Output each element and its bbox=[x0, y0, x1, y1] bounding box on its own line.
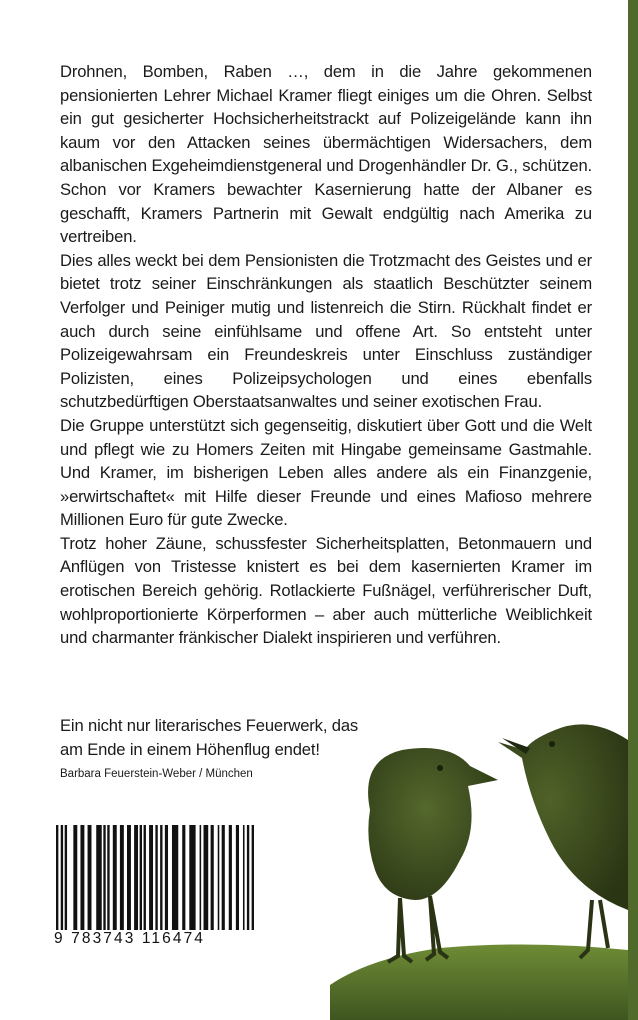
right-raven-icon bbox=[498, 724, 628, 958]
book-spine-edge bbox=[628, 0, 638, 1020]
blurb-paragraph-1: Drohnen, Bomben, Raben …, dem in die Jahre gekommenen pensionierten Lehrer Michael Kramer fliegt einiges um die Ohren. Selbst ein gut gesicherter Hochsicherheitstrackt auf Polizeigelände kann ihn kaum vor den Attacken seines übermächtigen Widersachers, dem albanischen Exgeheimdienstgeneral und Drogenhändler Dr. G., schützen. Schon vor Kramers bewachter Kasernierung hatte der Albaner es geschafft, Kramers Partnerin mit Gewalt endgültig nach Amerika zu vertreiben. bbox=[60, 62, 592, 247]
tagline-line-1: Ein nicht nur literarisches Feuerwerk, das bbox=[60, 716, 359, 735]
review-author: Barbara Feuerstein-Weber / München bbox=[60, 768, 253, 780]
barcode-bars bbox=[52, 825, 262, 930]
blurb-paragraph-4: Trotz hoher Zäune, schussfester Sicherheitsplatten, Betonmauern und Anflügen von Tristesse knistert es bei dem kasernierten Kramer im erotischen Bereich gehörig. Rotlackierte Fußnägel, verführerischer Duft, wohlproportionierte Körperformen – aber auch mütterliche Weiblichkeit und charmanter fränkischer Dialekt inspirieren und verführen. bbox=[60, 533, 592, 648]
left-raven-icon bbox=[368, 748, 498, 962]
isbn-number: 9 783743 116474 bbox=[52, 930, 262, 948]
tagline-line-2: am Ende in einem Höhenflug endet! bbox=[60, 739, 320, 759]
blurb-paragraph-2: Dies alles weckt bei dem Pensionisten die Trotzmacht des Geistes und er bietet trotz seiner Einschränkungen als staatlich Beschützter seinem Verfolger und Peiniger mutig und listenreich die Stirn. Rückhalt findet er auch durch seine einfühlsame und offene Art. So entsteht unter Polizeigewahrsam ein Freundeskreis unter Einschluss zuständiger Polizisten, eines Polizeipsychologen und eines ebenfalls schutzbedürftigen Oberstaatsanwaltes und seiner exotischen Frau. bbox=[60, 250, 592, 412]
back-cover-blurb bbox=[60, 60, 592, 650]
ravens-illustration bbox=[330, 700, 628, 1020]
blurb-paragraph-3: Die Gruppe unterstützt sich gegenseitig, diskutiert über Gott und die Welt und pflegt wie zu Homers Zeiten mit Hingabe gemeinsame Gastmahle. Und Kramer, im bisherigen Leben alles andere als ein Finanzgenie, »erwirtschaftet« mit Hilfe dieser Freunde und eines Mafioso mehrere Millionen Euro für gute Zwecke. bbox=[60, 415, 592, 530]
